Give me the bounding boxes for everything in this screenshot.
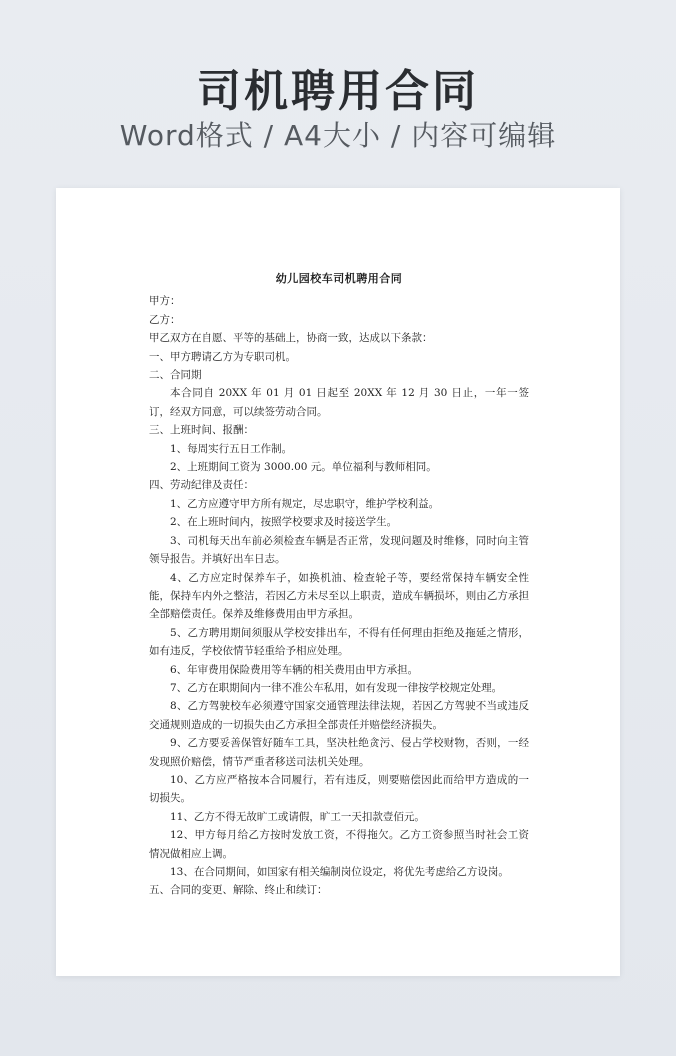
- section-4-item: 12、甲方每月给乙方按时发放工资，不得拖欠。乙方工资参照当时社会工资情况做相应上调。: [149, 829, 529, 860]
- section-3-heading: 三、上班时间、报酬：: [149, 424, 254, 437]
- party-b-line: 乙方：: [149, 313, 181, 326]
- section-4-item: 2、在上班时间内，按照学校要求及时接送学生。: [170, 516, 398, 529]
- section-4-item: 1、乙方应遵守甲方所有规定，尽忠职守，维护学校利益。: [170, 497, 440, 510]
- document-title: 幼儿园校车司机聘用合同: [275, 272, 403, 285]
- section-2-text: 本合同自 20XX 年 01 月 01 日起至 20XX 年 12 月 30 日止，一年一签订，经双方同意，可以续签劳动合同。: [149, 387, 529, 418]
- section-4-item: 4、乙方应定时保养车子，如换机油、检查轮子等，要经常保持车辆安全性能，保持车内外之整洁，若因乙方未尽至以上职责，造成车辆损坏，则由乙方承担全部赔偿责任。保养及维修费用由甲方承担。: [149, 571, 529, 621]
- banner-subtitle: Word格式 / A4大小 / 内容可编辑: [119, 119, 557, 152]
- party-a-line: 甲方：: [149, 295, 181, 308]
- section-4-item: 11、乙方不得无故旷工或请假，旷工一天扣款壹佰元。: [170, 810, 425, 823]
- section-3-item: 2、上班期间工资为 3000.00 元。单位福利与教师相同。: [170, 461, 437, 474]
- intro-text: 甲乙双方在自愿、平等的基础上，协商一致，达成以下条款：: [149, 332, 433, 345]
- document-body: [149, 270, 529, 900]
- section-4-item: 10、乙方应严格按本合同履行，若有违反，则要赔偿因此而给甲方造成的一切损失。: [149, 773, 529, 805]
- document-page: [56, 188, 620, 976]
- section-5-heading: 五、合同的变更、解除、终止和续订：: [149, 884, 328, 897]
- banner-title: 司机聘用合同: [197, 66, 479, 117]
- section-3-item: 1、每周实行五日工作制。: [170, 442, 293, 455]
- section-4-item: 13、在合同期间，如国家有相关编制岗位设定，将优先考虑给乙方设岗。: [170, 866, 509, 878]
- section-2-heading: 二、合同期: [149, 369, 202, 382]
- section-4-item: 7、乙方在职期间内一律不准公车私用，如有发现一律按学校规定处理。: [170, 681, 503, 694]
- section-4-heading: 四、劳动纪律及责任：: [149, 479, 254, 492]
- section-1-heading: 一、甲方聘请乙方为专职司机。: [149, 350, 296, 363]
- section-4-item: 3、司机每天出车前必须检查车辆是否正常，发现问题及时维修，同时向主管领导报告。并填好出车日志。: [149, 534, 529, 566]
- section-4-item: 5、乙方聘用期间须服从学校安排出车，不得有任何理由拒绝及拖延之情形，如有违反，学校依情节轻重给予相应处理。: [149, 626, 529, 658]
- section-4-item: 8、乙方驾驶校车必须遵守国家交通管理法律法规，若因乙方驾驶不当或违反交通规则造成的一切损失由乙方承担全部责任并赔偿经济损失。: [149, 700, 529, 731]
- section-4-item: 9、乙方要妥善保管好随车工具，坚决杜绝贪污、侵占学校财物，否则，一经发现照价赔偿，情节严重者移送司法机关处理。: [149, 737, 529, 768]
- section-4-item: 6、年审费用保险费用等车辆的相关费用由甲方承担。: [170, 663, 419, 676]
